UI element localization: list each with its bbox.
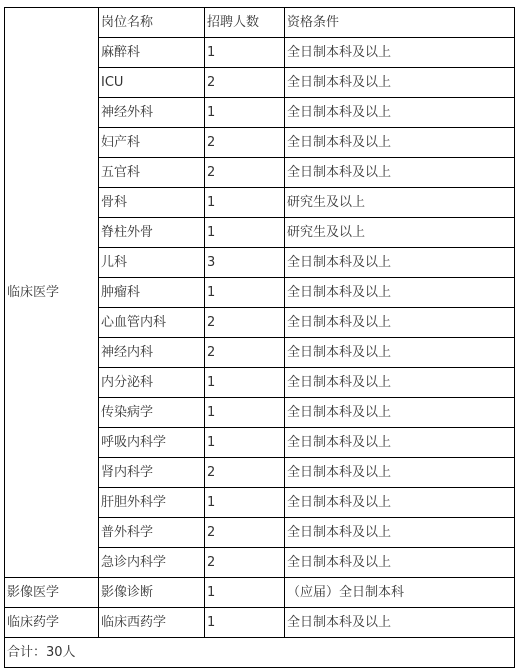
position-cell: 呼吸内科学 (99, 428, 205, 458)
qualification-cell: 全日制本科及以上 (285, 338, 515, 368)
position-cell: 儿科 (99, 248, 205, 278)
count-cell: 1 (205, 278, 285, 308)
position-cell: 神经内科 (99, 338, 205, 368)
count-cell: 1 (205, 368, 285, 398)
count-cell: 2 (205, 518, 285, 548)
qualification-cell: 研究生及以上 (285, 188, 515, 218)
position-cell: 肾内科学 (99, 458, 205, 488)
qualification-cell: 全日制本科及以上 (285, 68, 515, 98)
count-cell: 1 (205, 578, 285, 608)
count-cell: 1 (205, 218, 285, 248)
qualification-cell: 全日制本科及以上 (285, 458, 515, 488)
qualification-cell: 全日制本科及以上 (285, 248, 515, 278)
position-cell: 肿瘤科 (99, 278, 205, 308)
count-cell: 2 (205, 458, 285, 488)
qualification-cell: 全日制本科及以上 (285, 488, 515, 518)
count-cell: 2 (205, 338, 285, 368)
qualification-cell: 全日制本科及以上 (285, 518, 515, 548)
position-cell: 临床西药学 (99, 608, 205, 638)
category-cell: 影像医学 (5, 578, 99, 608)
position-cell: 普外科学 (99, 518, 205, 548)
header-row (5, 8, 515, 38)
count-cell: 1 (205, 98, 285, 128)
qualification-cell: 全日制本科及以上 (285, 368, 515, 398)
category-cell: 临床医学 (5, 8, 99, 578)
position-cell: 心血管内科 (99, 308, 205, 338)
table-row (5, 608, 515, 638)
position-cell: 肝胆外科学 (99, 488, 205, 518)
qualification-cell: 全日制本科及以上 (285, 128, 515, 158)
count-cell: 1 (205, 398, 285, 428)
qualification-cell: 全日制本科及以上 (285, 548, 515, 578)
count-cell: 1 (205, 188, 285, 218)
position-cell: 骨科 (99, 188, 205, 218)
header-position-name: 岗位名称 (99, 8, 205, 38)
qualification-cell: 全日制本科及以上 (285, 428, 515, 458)
position-cell: 麻醉科 (99, 38, 205, 68)
position-cell: 妇产科 (99, 128, 205, 158)
recruitment-table (4, 7, 515, 668)
count-cell: 1 (205, 608, 285, 638)
qualification-cell: 全日制本科及以上 (285, 608, 515, 638)
position-cell: 脊柱外骨 (99, 218, 205, 248)
qualification-cell: （应届）全日制本科 (285, 578, 515, 608)
header-count: 招聘人数 (205, 8, 285, 38)
count-cell: 1 (205, 38, 285, 68)
count-cell: 2 (205, 128, 285, 158)
count-cell: 2 (205, 308, 285, 338)
total-row (5, 638, 515, 668)
position-cell: 影像诊断 (99, 578, 205, 608)
qualification-cell: 全日制本科及以上 (285, 38, 515, 68)
category-cell: 临床药学 (5, 608, 99, 638)
qualification-cell: 全日制本科及以上 (285, 98, 515, 128)
position-cell: 内分泌科 (99, 368, 205, 398)
position-cell: 传染病学 (99, 398, 205, 428)
qualification-cell: 全日制本科及以上 (285, 158, 515, 188)
table-row (5, 578, 515, 608)
total-cell: 合计：30人 (5, 638, 515, 668)
qualification-cell: 全日制本科及以上 (285, 308, 515, 338)
count-cell: 2 (205, 548, 285, 578)
position-cell: 神经外科 (99, 98, 205, 128)
count-cell: 2 (205, 68, 285, 98)
recruitment-table-body (5, 8, 515, 668)
count-cell: 2 (205, 158, 285, 188)
header-qualification: 资格条件 (285, 8, 515, 38)
qualification-cell: 全日制本科及以上 (285, 278, 515, 308)
count-cell: 1 (205, 488, 285, 518)
count-cell: 1 (205, 428, 285, 458)
position-cell: ICU (99, 68, 205, 98)
qualification-cell: 全日制本科及以上 (285, 398, 515, 428)
count-cell: 3 (205, 248, 285, 278)
qualification-cell: 研究生及以上 (285, 218, 515, 248)
position-cell: 五官科 (99, 158, 205, 188)
position-cell: 急诊内科学 (99, 548, 205, 578)
